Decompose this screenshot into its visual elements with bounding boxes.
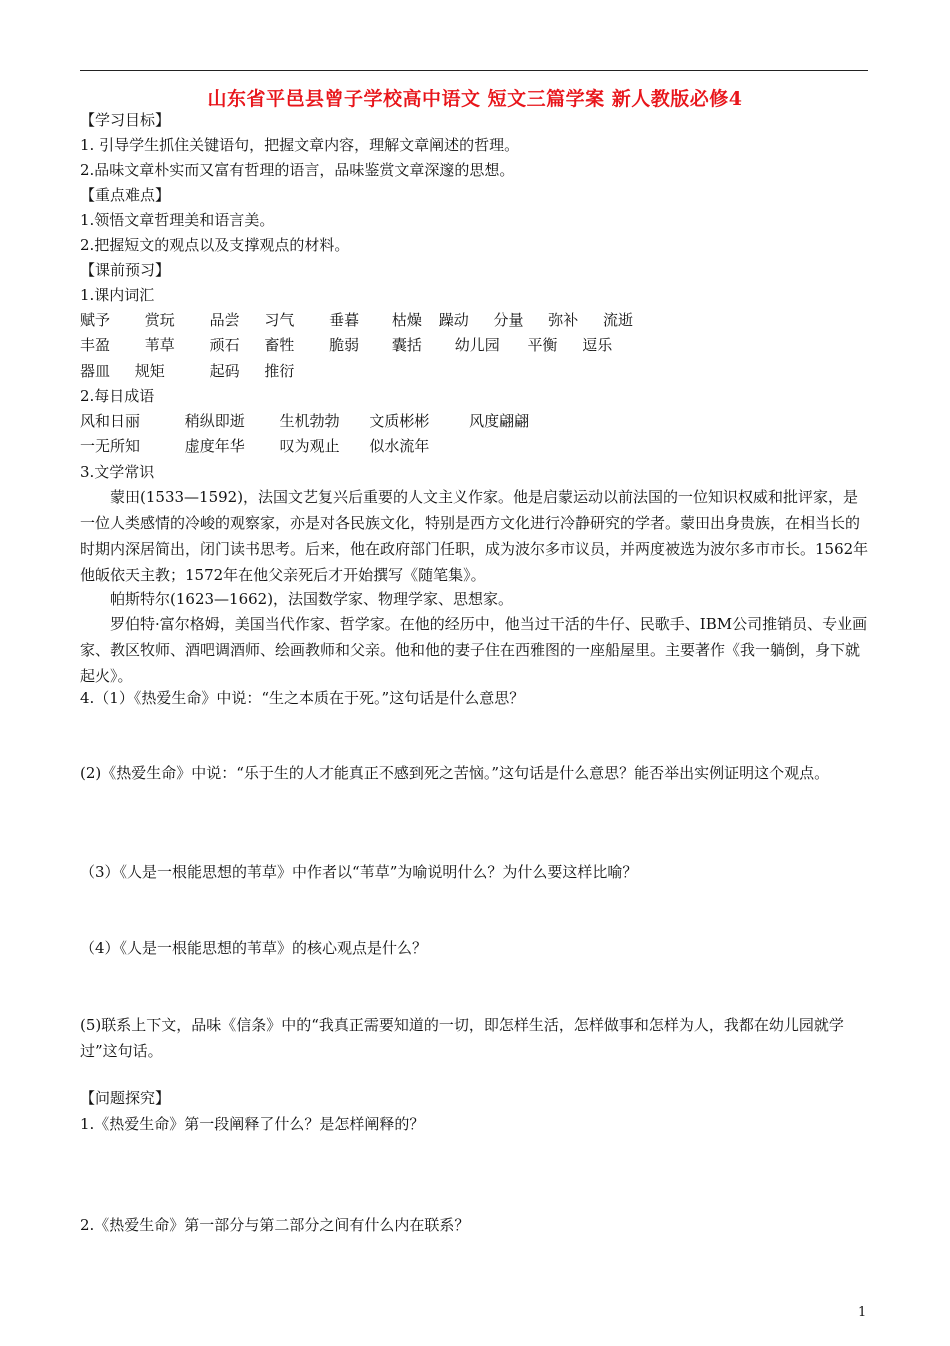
vocab-row: [80, 310, 653, 330]
lit-paragraph: 罗伯特·富尔格姆，美国当代作家、哲学家。在他的经历中，他当过干活的牛仔、民歌手、IBM公司推销员、专业画家、教区牧师、酒吧调酒师、绘画教师和父亲。他和他的妻子住在西雅图的一座船屋里。主要著作《我一躺倒，身下就起火》。: [80, 615, 868, 685]
section-heading-explore: 【问题探究】: [80, 1089, 171, 1107]
idiom: 稍纵即逝: [184, 412, 245, 430]
idiom-row: [80, 411, 549, 431]
goal-item: 1. 引导学生抓住关键语句，把握文章内容，理解文章阐述的哲理。: [80, 136, 520, 154]
section-heading-key: 【重点难点】: [80, 186, 171, 204]
vocab-word: 平衡: [527, 336, 558, 354]
idiom: 叹为观止: [279, 437, 340, 455]
vocab-word: 推衍: [264, 362, 295, 380]
vocab-word: 赏玩: [144, 311, 175, 329]
vocab-word: 习气: [264, 311, 295, 329]
header-rule: [80, 70, 868, 71]
lit-title: 3.文学常识: [80, 463, 155, 481]
vocab-word: 分量: [493, 311, 524, 329]
explore-item: 1.《热爱生命》第一段阐释了什么？是怎样阐释的？: [80, 1115, 425, 1133]
vocab-row: [80, 335, 632, 355]
lit-paragraph: 蒙田(1533—1592)，法国文艺复兴后重要的人文主义作家。他是启蒙运动以前法国的一位知识权威和批评家，是一位人类感情的冷峻的观察家，亦是对各民族文化，特别是西方文化进行冷静研究的学者。蒙田出身贵族，在相当长的时期内深居简出，闭门读书思考。后来，他在政府部门任职，成为波尔多市议员，并两度被选为波尔多市市长。1562年他皈依天主教；1572年在他父亲死后才开始撰写《随笔集》。: [80, 488, 869, 584]
vocab-word: 顽石: [209, 336, 240, 354]
vocab-row: [80, 361, 314, 381]
vocab-word: 幼儿园: [454, 336, 500, 354]
vocab-word: 丰盈: [80, 336, 111, 354]
vocab-word: 逗乐: [582, 336, 613, 354]
idiom: 一无所知: [80, 437, 141, 455]
vocab-word: 起码: [209, 362, 240, 380]
vocab-word: 脆弱: [329, 336, 360, 354]
lit-paragraph: 帕斯特尔(1623—1662)，法国数学家、物理学家、思想家。: [110, 590, 514, 608]
goal-item: 2.品味文章朴实而又富有哲理的语言，品味鉴赏文章深邃的思想。: [80, 161, 515, 179]
vocab-word: 囊括: [391, 336, 422, 354]
key-item: 1.领悟文章哲理美和语言美。: [80, 211, 275, 229]
vocab-word: 流逝: [603, 311, 634, 329]
question: (5)联系上下文，品味《信条》中的“我真正需要知道的一切，即怎样生活，怎样做事和怎样为人，我都在幼儿园就学过”这句话。: [80, 1016, 844, 1060]
question: （4）《人是一根能思想的苇草》的核心观点是什么？: [80, 939, 428, 957]
vocab-word: 躁动: [438, 311, 469, 329]
idiom: 文质彬彬: [369, 412, 430, 430]
idiom: 似水流年: [369, 437, 430, 455]
idiom-title: 2.每日成语: [80, 387, 155, 405]
vocab-word: 苇草: [144, 336, 175, 354]
vocab-title: 1.课内词汇: [80, 286, 155, 304]
vocab-word: 器皿: [80, 362, 111, 380]
idiom: 虚度年华: [184, 437, 245, 455]
section-heading-goals: 【学习目标】: [80, 111, 171, 129]
vocab-word: 枯燥: [391, 311, 422, 329]
idiom: 风度翩翩: [469, 412, 530, 430]
idiom: 风和日丽: [80, 412, 141, 430]
vocab-word: 垂暮: [329, 311, 360, 329]
key-item: 2.把握短文的观点以及支撑观点的材料。: [80, 236, 350, 254]
vocab-word: 弥补: [548, 311, 579, 329]
vocab-word: 规矩: [134, 362, 165, 380]
vocab-word: 品尝: [209, 311, 240, 329]
page-number: 1: [858, 1305, 867, 1320]
section-heading-preview: 【课前预习】: [80, 261, 171, 279]
question: (2)《热爱生命》中说：“乐于生的人才能真正不感到死之苦恼。”这句话是什么意思？能否举出实例证明这个观点。: [80, 764, 830, 782]
vocab-word: 赋予: [80, 311, 111, 329]
document-title: 山东省平邑县曾子学校高中语文 短文三篇学案 新人教版必修4: [207, 88, 743, 110]
question: （3）《人是一根能思想的苇草》中作者以“苇草”为喻说明什么？为什么要这样比喻？: [80, 863, 638, 881]
vocab-word: 畜牲: [264, 336, 295, 354]
explore-item: 2.《热爱生命》第一部分与第二部分之间有什么内在联系？: [80, 1216, 470, 1234]
idiom-row: [80, 436, 449, 456]
question: 4.（1）《热爱生命》中说：“生之本质在于死。”这句话是什么意思？: [80, 689, 525, 707]
idiom: 生机勃勃: [279, 412, 340, 430]
